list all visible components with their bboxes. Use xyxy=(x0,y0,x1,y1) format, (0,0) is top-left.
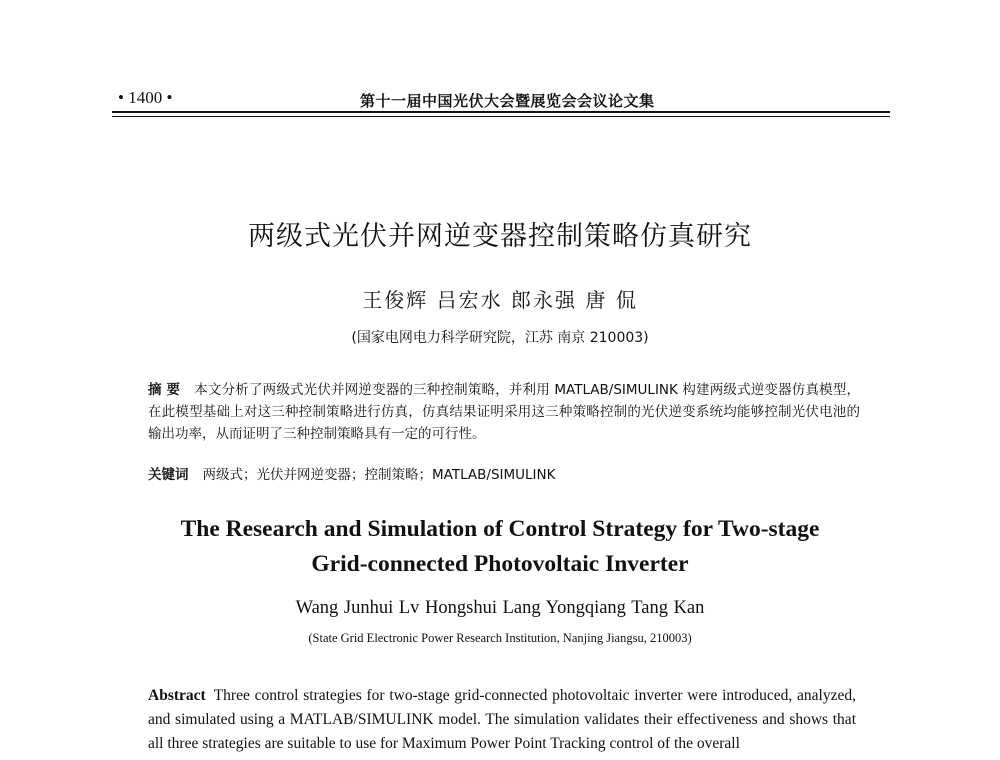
abstract-text-english: Three control strategies for two-stage grid-connected photovoltaic inverter were introduced, analyzed, and simulated using a MATLAB/SIMULINK model. The simulation validates their effectiveness and shows that all three strategies are suitable to use for Maximum Power Point Tracking control of the overall xyxy=(148,687,856,752)
title-line-1: The Research and Simulation of Control Strategy for Two-stage xyxy=(180,516,820,542)
page-number: • 1400 • xyxy=(118,88,173,107)
abstract-label-english: Abstract xyxy=(148,687,206,704)
paper-title-chinese: 两级式光伏并网逆变器控制策略仿真研究 xyxy=(248,221,752,252)
affiliation-chinese: (国家电网电力科学研究院，江苏 南京 210003) xyxy=(351,330,649,346)
abstract-chinese xyxy=(148,379,860,445)
keywords-label-chinese: 关键词 xyxy=(148,467,189,483)
paper-title-english xyxy=(0,512,1000,582)
affiliation-english: (State Grid Electronic Power Research Institution, Nanjing Jiangsu, 210003) xyxy=(308,631,692,645)
journal-title: 第十一届中国光伏大会暨展览会会议论文集 xyxy=(360,92,655,110)
title-line-2: Grid-connected Photovoltaic Inverter xyxy=(311,551,689,577)
header-rule-thick xyxy=(112,111,890,113)
authors-english: Wang Junhui Lv Hongshui Lang Yongqiang Tang Kan xyxy=(295,598,705,618)
header-rule-thin xyxy=(112,116,890,117)
authors-chinese: 王俊辉 吕宏水 郎永强 唐 侃 xyxy=(362,288,638,312)
abstract-text-chinese: 本文分析了两级式光伏并网逆变器的三种控制策略，并利用 MATLAB/SIMULINK 构建两级式逆变器仿真模型，在此模型基础上对这三种控制策略进行仿真，仿真结果证明采用这三种策略控制的光伏逆变系统均能够控制光伏电池的输出功率，从而证明了三种控制策略具有一定的可行性。 xyxy=(148,382,861,442)
keywords-chinese xyxy=(148,463,860,483)
running-header xyxy=(112,84,892,114)
abstract-label-chinese: 摘 要 xyxy=(148,382,181,398)
abstract-english xyxy=(148,684,856,756)
keywords-text-chinese: 两级式；光伏并网逆变器；控制策略；MATLAB/SIMULINK xyxy=(202,467,556,483)
